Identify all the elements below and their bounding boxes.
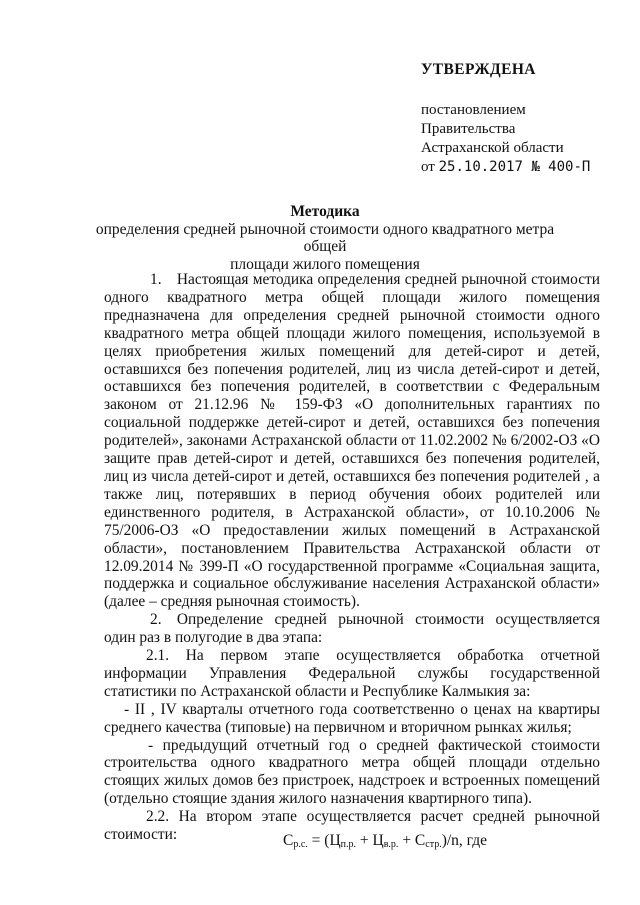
title-line-1: определения средней рыночной стоимости одного квадратного метра общей xyxy=(95,220,555,255)
approval-line-3: Астраханской области xyxy=(421,140,564,156)
title-main: Методика xyxy=(290,203,360,220)
approval-date-prefix: от xyxy=(421,159,435,175)
formula-term2-sub: в.р. xyxy=(383,839,399,850)
document-body xyxy=(104,271,600,844)
formula-lhs-sub: р.с. xyxy=(293,839,308,850)
approval-block xyxy=(421,60,621,177)
approval-line-1: постановлением xyxy=(421,102,526,118)
formula-term1-sub: п.р. xyxy=(340,839,357,850)
approval-heading: УТВЕРЖДЕНА xyxy=(421,61,536,78)
formula-plus-1: + Ц xyxy=(356,832,384,849)
paragraph-2: 2. Определение средней рыночной стоимости осуществляется один раз в полугодие в два этапа: xyxy=(104,611,600,647)
title-line-2: площади жилого помещения xyxy=(230,255,420,273)
paragraph-2-1: 2.1. На первом этапе осуществляется обработка отчетной информации Управления Федеральной службы государственной статистики по Астраханской области и Республике Калмыкия за: xyxy=(104,647,600,700)
approval-date-line xyxy=(421,158,621,177)
paragraph-1: 1. Настоящая методика определения средней рыночной стоимости одного квадратного метра общей площади жилого помещения предназначена для определения средней рыночной стоимости одного квадратного метра общей площади жилого помещения, используемой в целях приобретения жилых помещений для детей-сирот и детей, оставшихся без попечения родителей, лиц из числа детей-сирот и детей, оставшихся без попечения родителей, в соответствии с Федеральным законом от 21.12.96 № 159-ФЗ «О дополнительных гарантиях по социальной поддержке детей-сирот и детей, оставшихся без попечения родителей», законами Астраханской области от 11.02.2002 № 6/2002-ОЗ «О защите прав детей-сирот и детей, оставшихся без попечения родителей, лиц из числа детей-сирот и детей, оставшихся без попечения родителей , а также лиц, потерявших в период обучения обоих родителей или единственного родителя, в Астраханской области», от 10.10.2006 № 75/2006-ОЗ «О предоставлении жилых помещений в Астраханской области», постановлением Правительства Астраханской области от 12.09.2014 № 399-П «О государственной программе «Социальная защита, поддержка и социальное обслуживание населения Астраханской области» (далее – средняя рыночная стоимость). xyxy=(104,271,600,611)
document-title xyxy=(90,203,560,273)
approval-line-2: Правительства xyxy=(421,121,516,137)
bullet-2: - предыдущий отчетный год о средней фактической стоимости строительства одного квадратного метра общей площади отдельно стоящих жилых домов без пристроек, надстроек и встроенных помещений (отдельно стоящие здания жилого назначения квартирного типа). xyxy=(104,736,600,808)
approval-date-value: 25.10.2017 № 400-П xyxy=(438,159,591,175)
formula-eq: = (Ц xyxy=(307,832,341,849)
bullet-1: - II , IV кварталы отчетного года соответственно о ценах на квартиры среднего качества (типовые) на первичном и вторичном рынках жилья; xyxy=(104,700,600,736)
formula-plus-2: + С xyxy=(398,832,426,849)
formula-tail: )/n, где xyxy=(441,832,488,849)
formula-lhs: С xyxy=(283,832,294,849)
formula xyxy=(283,832,487,850)
formula-term3-sub: стр. xyxy=(425,839,442,850)
paragraph-2-2: 2.2. На втором этапе осуществляется расчет средней рыночной стоимости: xyxy=(104,808,600,844)
